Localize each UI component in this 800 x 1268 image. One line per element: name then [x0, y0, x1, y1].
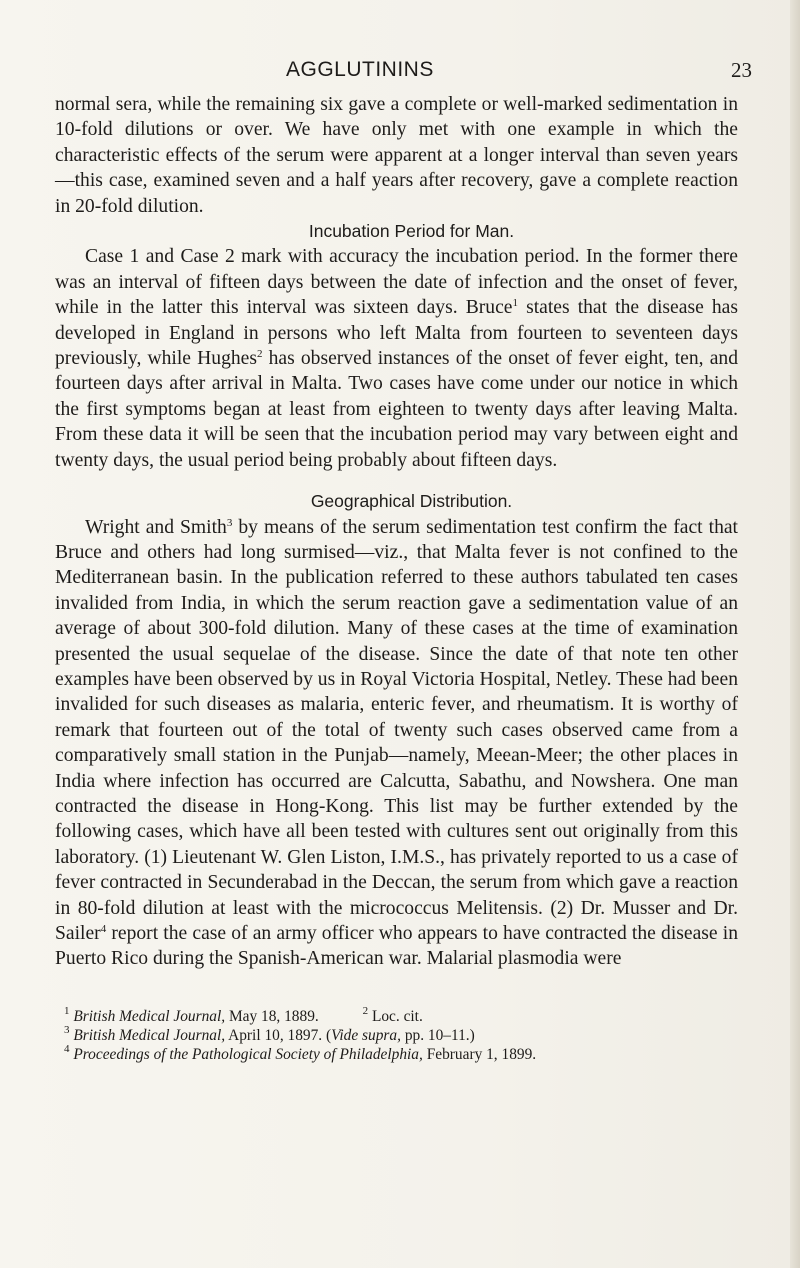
paragraph-text: by means of the serum sedimentation test confirm the fact that Bruce and others had long surmised—viz., that Malta fever is not confined to the Mediterranean basin. In the publication referred to these authors tabulated ten cases invalided from India, in which the serum reaction gave a sedimentation value of an average of about 300-fold dilution. Many of these cases at the time of examination presented the usual sequelae of the disease. Since the date of that note ten other examples have been observed by us in Royal Victoria Hospital, Netley. These had been invalided for such diseases as malaria, enteric fever, and rheumatism. It is worthy of remark that fourteen out of the total of twenty such cases observed came from a comparatively small station in the Punjab—namely, Meean-Meer; the other places in India where infection has occurred are Calcutta, Sabathu, and Nowshera. One man contracted the disease in Hong-Kong. This list may be further extended by the following cases, which have all been tested with cultures sent out originally from this laboratory. (1) Lieutenant W. Glen Liston, I.M.S., has privately reported to us a case of fever contracted in Secunderabad in the Deccan, the serum from which gave a reaction in 80-fold dilution at least with the micrococcus Melitensis. (2) Dr. Musser and Dr. Sailer — [55, 516, 739, 944]
page-number: 23 — [731, 58, 752, 82]
paragraph-incubation — [55, 244, 738, 473]
paragraph-geography — [55, 515, 738, 972]
body-text — [55, 92, 738, 972]
paragraph-text: states that the disease has developed in England in persons who left Malta from fourteen to seventeen days previously, while Hughes — [55, 297, 738, 370]
footnote-number: 3 — [64, 1024, 70, 1036]
paragraph-text: has observed instances of the onset of fever eight, ten, and fourteen days after arrival in Malta. Two cases have come under our notice in which the first symptoms began at least from eighteen to twenty days after leaving Malta. From these data it will be seen that the incubation period may vary between eight and twenty days, the usual period being probably about fifteen days. — [55, 348, 738, 471]
footnote-vide: Vide supra, — [331, 1027, 401, 1044]
footnote-journal: British Medical Journal, — [73, 1008, 226, 1025]
footnote-text: May 18, 1889. — [225, 1008, 319, 1025]
footnote-journal: British Medical Journal, — [73, 1027, 226, 1044]
running-header — [0, 58, 800, 88]
paragraph-text: Wright and Smith — [85, 516, 227, 538]
footnote-number: 2 — [362, 1005, 369, 1017]
footnote-journal: Proceedings of the Pathological Society of Philadelphia, — [73, 1046, 423, 1063]
footnotes — [55, 1007, 755, 1064]
paragraph-text: report the case of an army officer who appears to have contracted the disease in Puerto Rico during the Spanish-American war. Malarial plasmodia were — [55, 923, 738, 970]
footnote-ref-4: 4 — [100, 923, 107, 935]
footnote-ref-3: 3 — [226, 516, 233, 529]
section-heading-incubation: Incubation Period for Man. — [308, 221, 515, 242]
footnote-number: 1 — [64, 1005, 70, 1017]
footnote-3 — [55, 1026, 755, 1045]
page-edge-shadow — [790, 0, 800, 1268]
footnote-1 — [55, 1007, 755, 1026]
footnote-number: 4 — [64, 1043, 70, 1055]
footnote-text: Loc. cit. — [371, 1008, 423, 1025]
running-title: AGGLUTININS — [286, 58, 434, 81]
footnote-text: April 10, 1897. ( — [225, 1027, 332, 1044]
footnote-ref-2: 2 — [257, 348, 263, 361]
footnote-text: pp. 10–11.) — [400, 1027, 475, 1044]
paragraph-text: Case 1 and Case 2 mark with accuracy the incubation period. In the former there was an interval of fifteen days between the date of infection and the onset of fever, while in the latter this interval was sixteen days. Bruce — [55, 246, 738, 319]
section-heading-geography: Geographical Distribution. — [310, 491, 513, 512]
footnote-text: February 1, 1899. — [422, 1046, 537, 1063]
footnote-4 — [55, 1045, 755, 1064]
paragraph-continued: normal sera, while the remaining six gave a complete or well-marked sedimentation in 10-fold dilutions or over. We have only met with one example in which the characteristic effects of the serum were apparent at a longer interval than seven years—this case, examined seven and a half years after recovery, gave a complete reaction in 20-fold dilution. — [55, 94, 738, 217]
footnote-ref-1: 1 — [512, 297, 518, 310]
